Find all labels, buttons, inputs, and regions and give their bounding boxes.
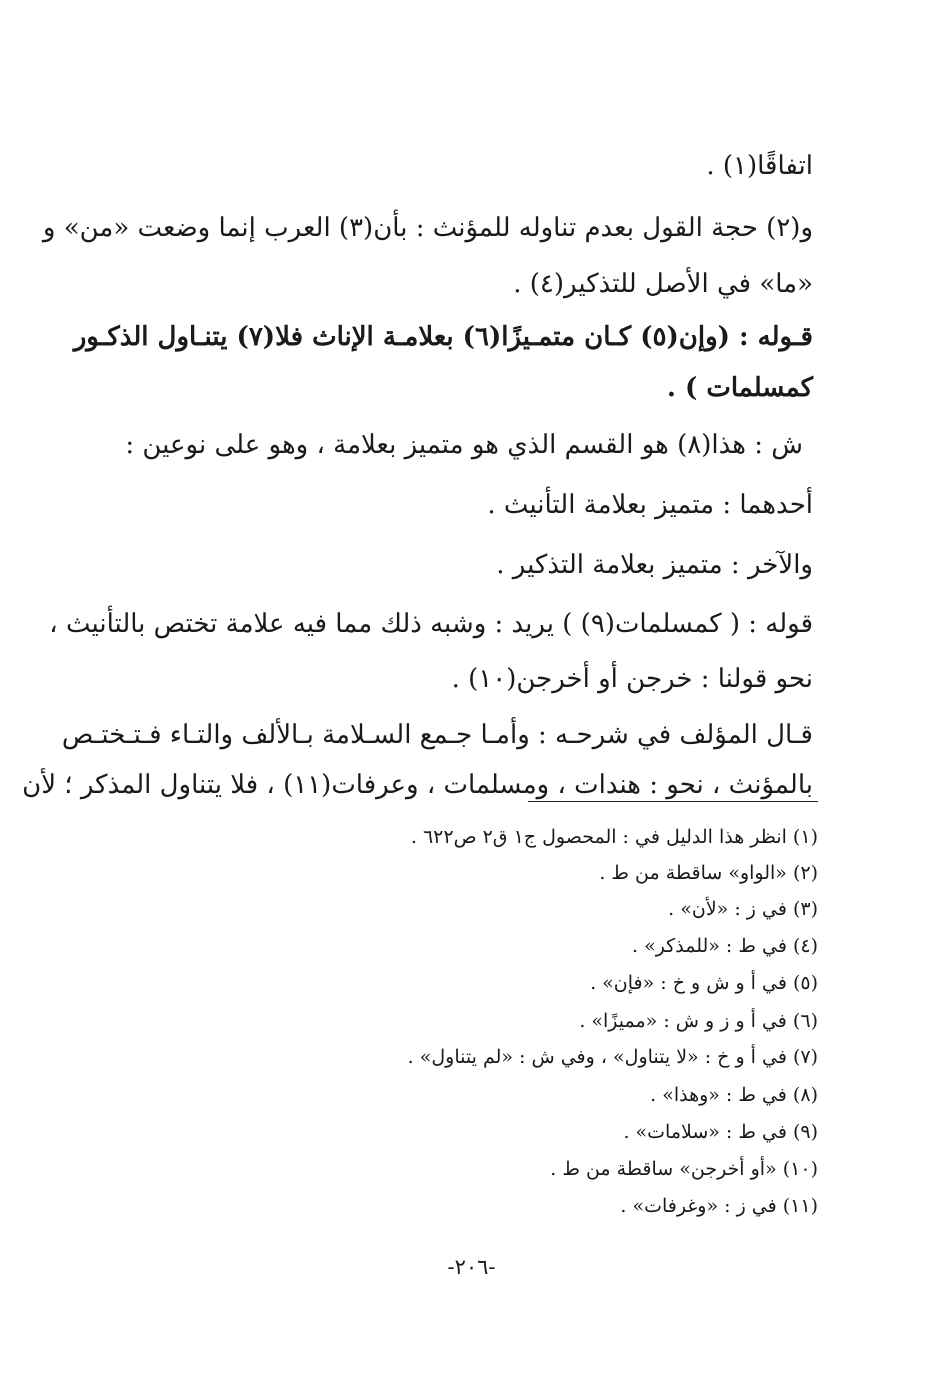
footnote-divider bbox=[528, 801, 818, 802]
footnote: (٧) في أ و خ : «لا يتناول» ، وفي ش : «لم يتناول» . bbox=[407, 1046, 818, 1068]
text-line: و(٢) حجة القول بعدم تناوله للمؤنث : بأن(٣) العرب إنما وضعت «من» و bbox=[42, 213, 813, 243]
footnote: (٥) في أ و ش و خ : «فإن» . bbox=[590, 972, 818, 994]
text-line: قوله : ( كمسلمات(٩) ) يريد : وشبه ذلك مما فيه علامة تختص بالتأنيث ، bbox=[49, 609, 813, 639]
text-line: والآخر : متميز بعلامة التذكير . bbox=[496, 550, 813, 580]
footnote: (١) انظر هذا الدليل في : المحصول ج١ ق٢ ص٦٢٢ . bbox=[410, 826, 818, 848]
footnote: (١٠) «أو أخرجن» ساقطة من ط . bbox=[550, 1158, 818, 1180]
footnote: (٦) في أ و ز و ش : «مميزًا» . bbox=[579, 1010, 818, 1032]
footnote: (٨) في ط : «وهذا» . bbox=[650, 1084, 818, 1106]
text-line: ش : هذا(٨) هو القسم الذي هو متميز بعلامة ، وهو على نوعين : bbox=[125, 430, 803, 460]
text-line: نحو قولنا : خرجن أو أخرجن(١٠) . bbox=[451, 664, 813, 694]
text-line: كمسلمات ) . bbox=[666, 373, 813, 403]
page-number: -٢٠٦- bbox=[447, 1255, 496, 1279]
footnote: (٣) في ز : «لأن» . bbox=[668, 898, 818, 920]
text-line: قـال المؤلف في شرحـه : وأمـا جـمع السـلامة بـالألف والتـاء فـتـختـص bbox=[61, 720, 813, 750]
footnote: (٤) في ط : «للمذكر» . bbox=[632, 935, 818, 957]
text-line: قـوله : (وإن(٥) كـان متمـيزًا(٦) بعلامـة الإناث فلا(٧) يتنـاول الذكـور bbox=[73, 322, 813, 352]
text-line: بالمؤنث ، نحو : هندات ، ومسلمات ، وعرفات(١١) ، فلا يتناول المذكر ؛ لأن bbox=[22, 770, 813, 800]
footnote: (٢) «الواو» ساقطة من ط . bbox=[599, 862, 818, 884]
footnote: (٩) في ط : «سلامات» . bbox=[623, 1121, 818, 1143]
text-line: «ما» في الأصل للتذكير(٤) . bbox=[513, 269, 813, 299]
text-line: اتفاقًا(١) . bbox=[706, 151, 813, 181]
footnote: (١١) في ز : «وغرفات» . bbox=[620, 1195, 818, 1217]
text-line: أحدهما : متميز بعلامة التأنيث . bbox=[487, 490, 813, 520]
